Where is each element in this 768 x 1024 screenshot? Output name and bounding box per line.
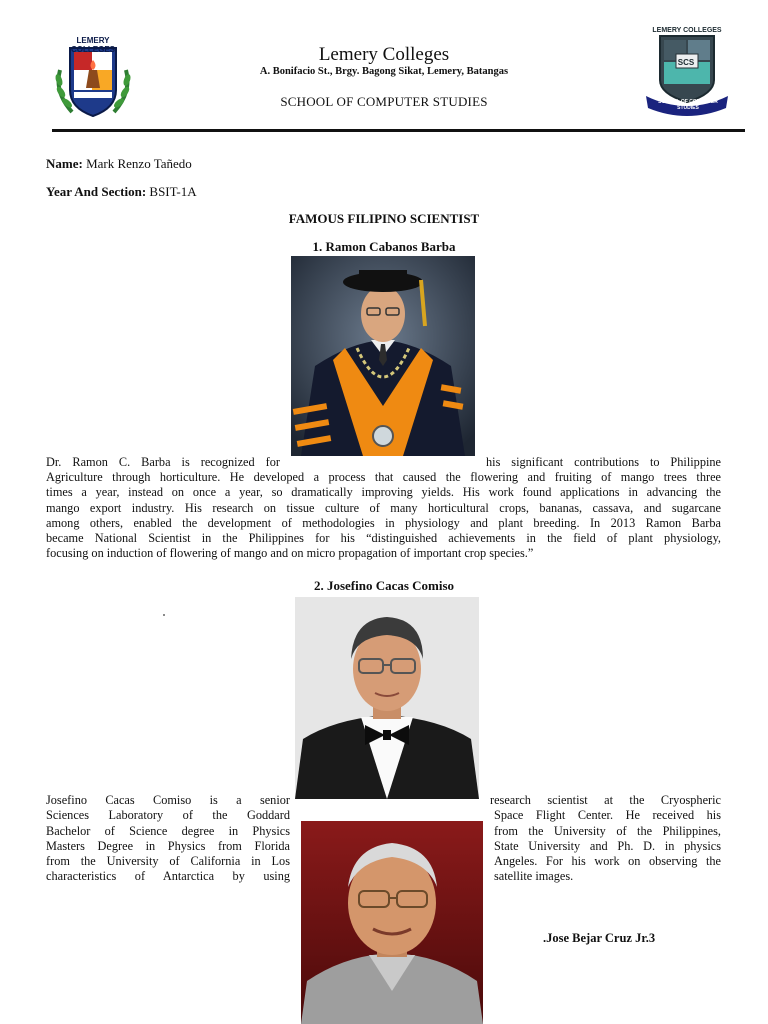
ramon-barba-photo	[291, 256, 475, 456]
scientist-2-description-left	[46, 793, 290, 885]
student-name-row	[46, 156, 192, 172]
paragraph-line: Sciences Laboratory of the Goddard	[46, 808, 290, 823]
paragraph-line: Josefino Cacas Comiso is a senior	[46, 793, 290, 807]
paragraph-line: from the University of California in Los	[46, 854, 290, 869]
document-title: FAMOUS FILIPINO SCIENTIST	[288, 211, 480, 226]
paragraph-line: among others, enabled the development of methodologies in physiology and plant breeding. In 2013 Ramon Barba	[46, 515, 721, 530]
paragraph-line: became National Scientist in the Philippines for his “distinguished achievements in the field of plant physiology,	[46, 531, 721, 546]
paragraph-line: Bachelor of Science degree in Physics	[46, 823, 290, 838]
header-divider	[52, 129, 745, 132]
scientist-1-intro-right: his significant contributions to Philippine	[486, 455, 721, 469]
jose-cruz-photo	[301, 821, 483, 1024]
student-section-row	[46, 184, 197, 200]
paragraph-line: State University and Ph. D. in physics	[494, 838, 721, 853]
josefino-comiso-photo	[295, 597, 479, 799]
section-label: Year And Section:	[46, 184, 147, 199]
college-address: A. Bonifacio St., Brgy. Bagong Sikat, Lemery, Batangas	[259, 66, 509, 77]
scientist-3-heading: .Jose Bejar Cruz Jr.3	[543, 931, 656, 945]
paragraph-line: Masters Degree in Physics from Florida	[46, 838, 290, 853]
paragraph-line: satellite images.	[494, 869, 574, 884]
paragraph-line: Agriculture through horticulture. He developed a process that caused the flowering and fruiting of mango trees three	[46, 470, 721, 484]
left-logo-text: LEMERY COLLEGES	[70, 36, 115, 54]
paragraph-line: from the University of the Philippines,	[494, 823, 721, 838]
right-logo-top-text: LEMERY COLLEGES	[652, 27, 722, 34]
scientist-1-heading: 1. Ramon Cabanos Barba	[312, 239, 456, 254]
paragraph-line: times a year, instead on once a year, so dramatically improving yields. His work found applications in advancing the	[46, 485, 721, 500]
name-value: Mark Renzo Tañedo	[86, 156, 192, 171]
scientist-1-intro-left: Dr. Ramon C. Barba is recognized for	[46, 455, 280, 469]
right-logo-ribbon-text: SCHOOL OF COMPUTER STUDIES	[658, 99, 718, 111]
right-logo-badge-text: SCS	[677, 58, 695, 67]
department-name: SCHOOL OF COMPUTER STUDIES	[280, 94, 488, 109]
scientist-1-description	[46, 470, 721, 562]
paragraph-line: focusing on induction of flowering of mango and on micro propagation of important crop species.”	[46, 546, 534, 561]
stray-mark	[163, 614, 165, 616]
scientist-2-heading: 2. Josefino Cacas Comiso	[313, 578, 455, 593]
scientist-2-description-right	[490, 793, 721, 885]
college-name: Lemery Colleges	[318, 44, 450, 65]
name-label: Name:	[46, 156, 83, 171]
paragraph-line: characteristics of Antarctica by using	[46, 869, 290, 884]
paragraph-line: research scientist at the Cryospheric	[490, 793, 721, 807]
paragraph-line: Angeles. For his work on observing the	[494, 854, 721, 869]
paragraph-line: Space Flight Center. He received his	[494, 808, 721, 823]
paragraph-line: mango export industry. His research on tissue culture of many horticultural crops, bananas, cassava, and sugarcane	[46, 500, 721, 515]
section-value: BSIT-1A	[149, 184, 197, 199]
